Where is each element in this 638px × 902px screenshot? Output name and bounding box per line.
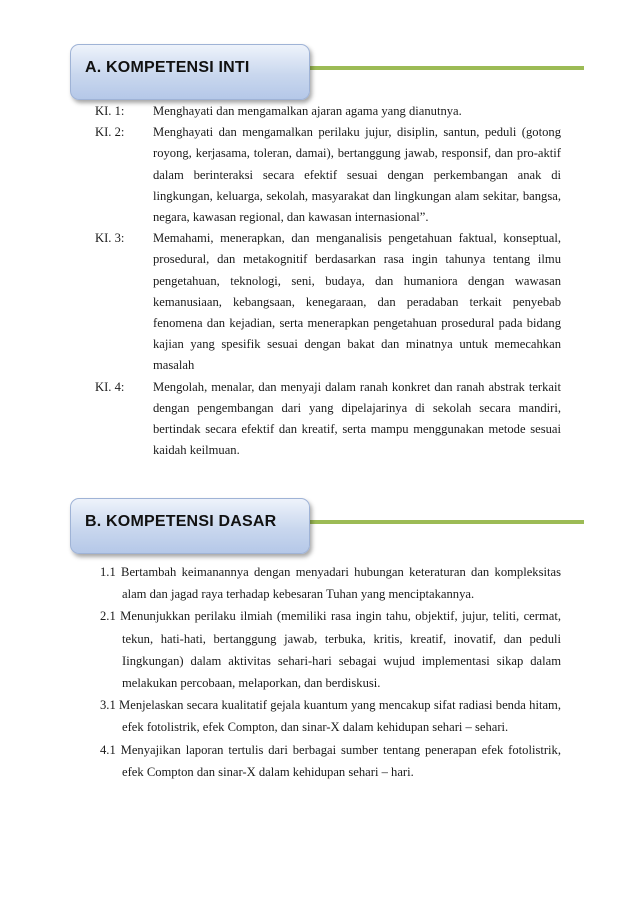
kd-item: 1.1 Bertambah keimanannya dengan menyadari hubungan keteraturan dan kompleksitas alam dan jagad raya terhadap kebesaran Tuhan yang menciptakannya. bbox=[100, 565, 561, 602]
ki-item bbox=[95, 377, 561, 462]
kd-item: 3.1 Menjelaskan secara kualitatif gejala kuantum yang mencakup sifat radiasi benda hitam, efek fotolistrik, efek Compton, dan sinar-X dalam kehidupan sehari – sehari. bbox=[100, 698, 561, 735]
section-a-title-box bbox=[70, 44, 310, 100]
kompetensi-inti-list bbox=[95, 101, 561, 461]
ki-label: KI. 2: bbox=[95, 125, 125, 140]
kompetensi-dasar-list bbox=[100, 561, 561, 783]
section-a-rule bbox=[300, 66, 584, 70]
ki-text: Memahami, menerapkan, dan menganalisis pengetahuan faktual, konseptual, prosedural, dan metakognitif berdasarkan rasa ingin tahunya tentang ilmu pengetahuan, teknologi, seni, budaya, dan humaniora dengan wawasan kemanusiaan, kebangsaan, kenegaraan, dan peradaban terkait penyebab fenomena dan kejadian, serta menerapkan pengetahuan prosedural pada bidang kajian yang spesifik sesuai dengan bakat dan minatnya untuk memecahkan masalah bbox=[153, 231, 561, 373]
ki-text: Mengolah, menalar, dan menyaji dalam ranah konkret dan ranah abstrak terkait dengan pengembangan dari yang dipelajarinya di sekolah secara mandiri, bertindak secara efektif dan kreatif, serta mampu menggunakan metode sesuai kaidah keilmuan. bbox=[153, 379, 561, 458]
ki-label: KI. 3: bbox=[95, 231, 125, 246]
section-b-rule bbox=[300, 520, 584, 524]
ki-label: KI. 4: bbox=[95, 379, 125, 394]
ki-text: Menghayati dan mengamalkan ajaran agama yang dianutnya. bbox=[153, 104, 462, 118]
kd-item: 2.1 Menunjukkan perilaku ilmiah (memiliki rasa ingin tahu, objektif, jujur, teliti, cermat, tekun, hati-hati, bertanggung jawab, terbuka, kritis, kreatif, inovatif, dan peduli Iingkungan) dalam aktivitas sehari-hari sebagai wujud implementasi sikap dalam melakukan percobaan, melaporkan, dan berdiskusi. bbox=[100, 609, 561, 691]
section-a-title: A. KOMPETENSI INTI bbox=[85, 59, 250, 76]
section-b-header bbox=[70, 498, 638, 554]
ki-item bbox=[95, 122, 561, 228]
ki-label: KI. 1: bbox=[95, 104, 125, 118]
kd-item: 4.1 Menyajikan laporan tertulis dari berbagai sumber tentang penerapan efek fotolistrik, efek Compton dan sinar-X dalam kehidupan sehari – hari. bbox=[100, 742, 561, 779]
section-b-title-box bbox=[70, 498, 310, 554]
ki-item bbox=[95, 228, 561, 376]
ki-text: Menghayati dan mengamalkan perilaku jujur, disiplin, santun, peduli (gotong royong, kerjasama, toleran, damai), bertanggung jawab, responsif, dan pro-aktif dalam berinteraksi secara efektif sesuai dengan perkembangan anak di lingkungan, keluarga, sekolah, masyarakat dan lingkungan alam sekitar, bangsa, negara, kawasan regional, dan kawasan internasional”. bbox=[153, 125, 561, 225]
section-a-header bbox=[70, 44, 638, 100]
ki-item bbox=[95, 101, 561, 122]
section-b-title: B. KOMPETENSI DASAR bbox=[85, 513, 277, 530]
